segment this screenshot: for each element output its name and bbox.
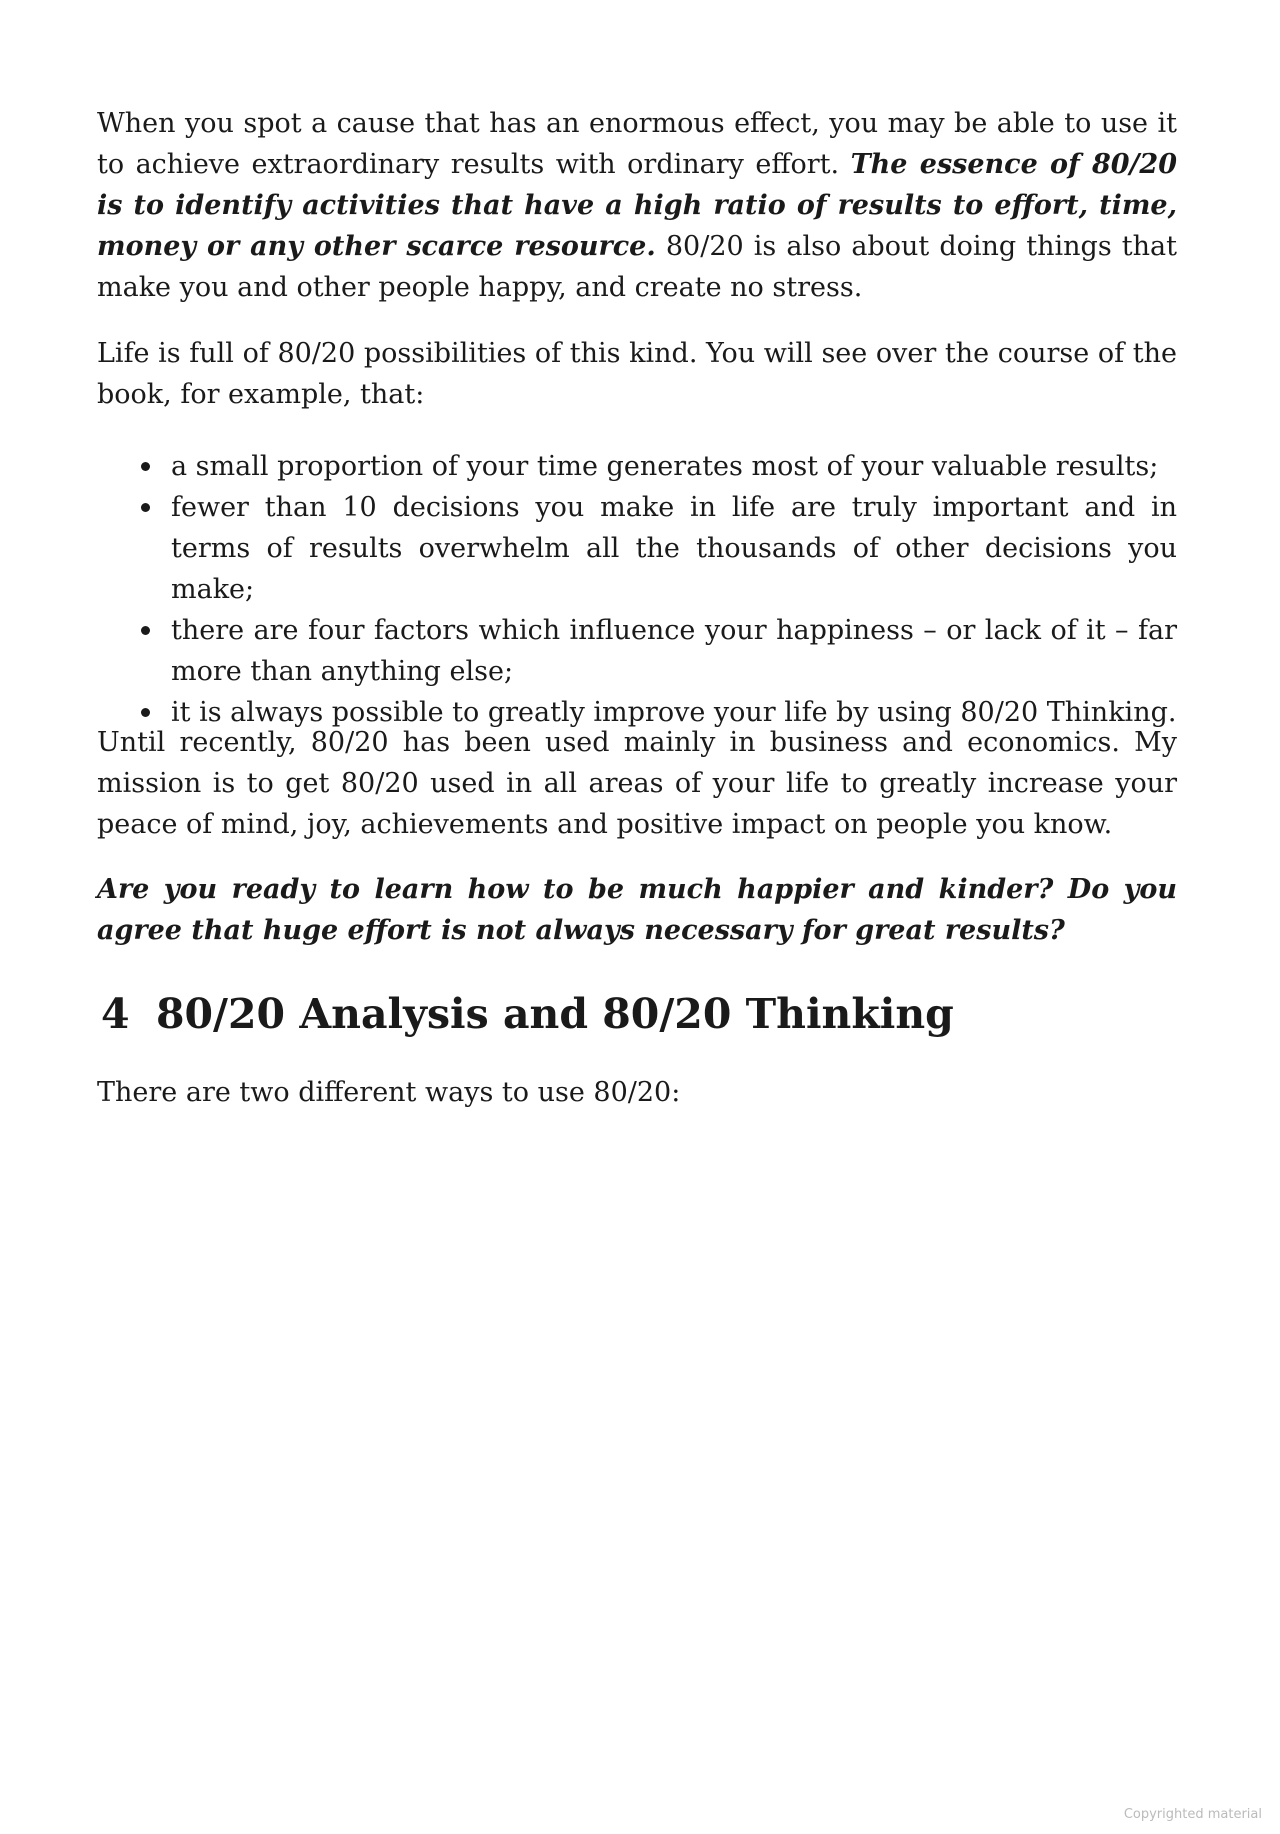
paragraph-two-ways: There are two different ways to use 80/20: — [97, 1077, 681, 1108]
list-item-text: there are four factors which influence your happiness – or lack of it – far more than anything else; — [171, 615, 1177, 687]
list-item-text: a small proportion of your time generates most of your valuable results; — [171, 451, 1159, 482]
list-item-text: it is always possible to greatly improve your life by using 80/20 Thinking. — [171, 697, 1177, 728]
bullet-icon — [141, 708, 150, 717]
paragraph-question: Are you ready to learn how to be much happier and kinder? Do you agree that huge effort is not always necessary for great results? — [97, 874, 1177, 946]
section-heading — [101, 987, 954, 1041]
bullet-list — [97, 446, 1177, 733]
list-item — [97, 446, 1177, 487]
paragraph-mission: Until recently, 80/20 has been used mainly in business and economics. My mission is to get 80/20 used in all areas of your life to greatly increase your peace of mind, joy, achievements and positive impact on people you know. — [97, 727, 1177, 840]
paragraph-1-emphasis: The essence of 80/20 is to identify activities that have a high ratio of results to effort, time, money or any other scarce resource. — [97, 149, 1177, 262]
book-page — [97, 0, 1177, 1834]
list-item-text: fewer than 10 decisions you make in life are truly important and in terms of results overwhelm all the thousands of other decisions you make; — [171, 492, 1177, 605]
bullet-icon — [141, 626, 150, 635]
paragraph-possibilities: Life is full of 80/20 possibilities of this kind. You will see over the course of the book, for example, that: — [97, 338, 1177, 410]
list-item — [97, 610, 1177, 692]
copyright-notice: Copyrighted material — [1123, 1807, 1262, 1822]
paragraph-1-text-end: 80/20 is also about doing things that make you and other people happy, and create no stress. — [97, 231, 1177, 303]
bullet-icon — [141, 503, 150, 512]
paragraph-cause-effect — [97, 103, 1177, 308]
section-number: 4 — [101, 990, 130, 1038]
section-title: 80/20 Analysis and 80/20 Thinking — [156, 990, 954, 1038]
list-item — [97, 487, 1177, 610]
bullet-icon — [141, 462, 150, 471]
paragraph-1-text-start: When you spot a cause that has an enormous effect, you may be able to use it to achieve extraordinary results with ordinary effort. — [97, 108, 1177, 180]
